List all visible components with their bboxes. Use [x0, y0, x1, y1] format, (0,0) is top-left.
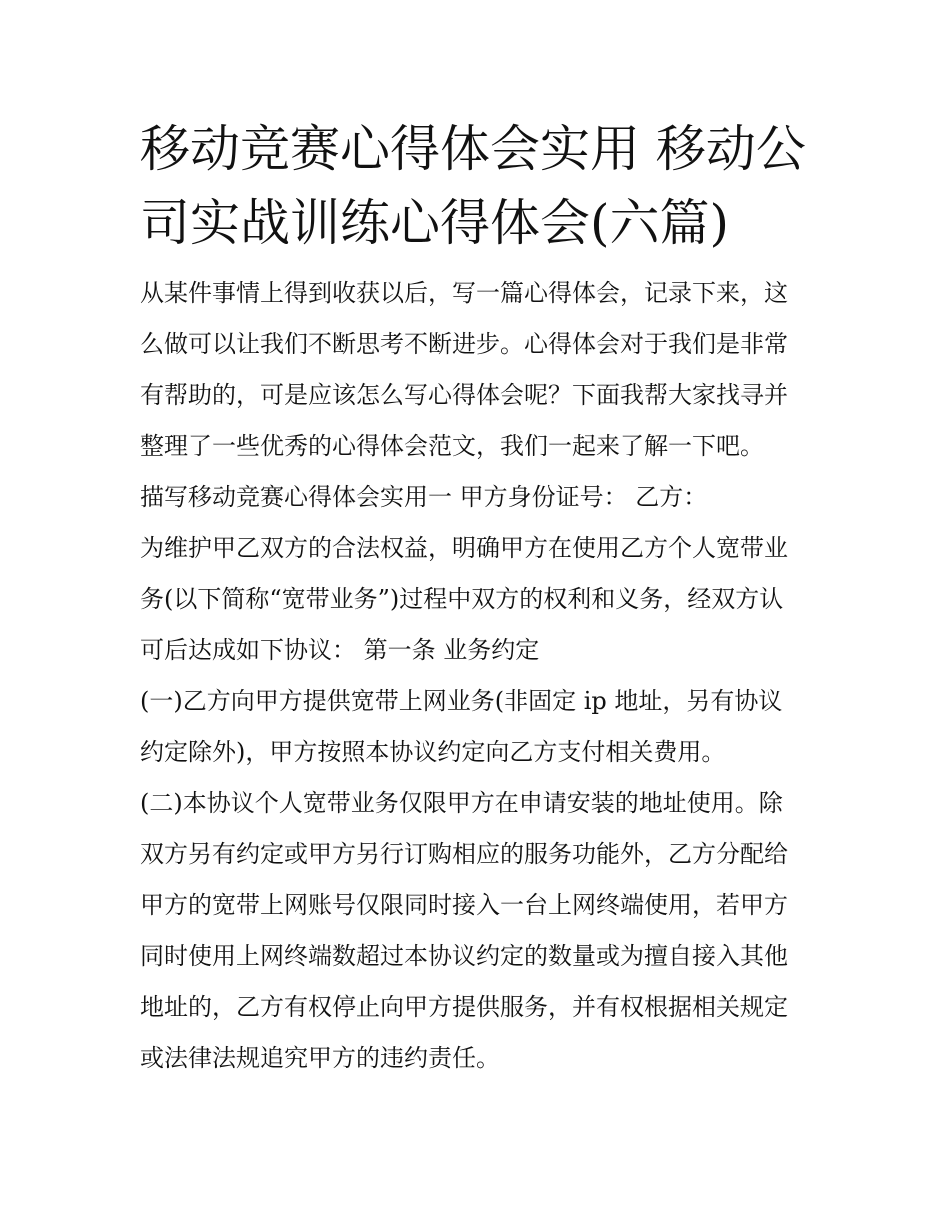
- body-line: 么做可以让我们不断思考不断进步。心得体会对于我们是非常: [140, 330, 788, 358]
- body-line: 约定除外)，甲方按照本协议约定向乙方支付相关费用。: [140, 738, 726, 766]
- body-line: 甲方的宽带上网账号仅限同时接入一台上网终端使用，若甲方: [140, 891, 788, 919]
- body-line: 为维护甲乙双方的合法权益，明确甲方在使用乙方个人宽带业: [140, 534, 788, 562]
- body-line: (二)本协议个人宽带业务仅限甲方在申请安装的地址使用。除: [140, 789, 783, 817]
- title-line-2: 司实战训练心得体会(六篇): [140, 194, 730, 252]
- body-line: 有帮助的，可是应该怎么写心得体会呢？下面我帮大家找寻并: [140, 381, 788, 409]
- body-line: 描写移动竞赛心得体会实用一 甲方身份证号： 乙方：: [140, 483, 708, 511]
- body-line: 双方另有约定或甲方另行订购相应的服务功能外，乙方分配给: [140, 840, 788, 868]
- body-line: 从某件事情上得到收获以后，写一篇心得体会，记录下来，这: [140, 279, 788, 307]
- document-title: [140, 112, 815, 260]
- body-line: 同时使用上网终端数超过本协议约定的数量或为擅自接入其他: [140, 942, 788, 970]
- body-line: 可后达成如下协议： 第一条 业务约定: [140, 636, 540, 664]
- body-line: 地址的，乙方有权停止向甲方提供服务，并有权根据相关规定: [140, 993, 788, 1021]
- body-line: 整理了一些优秀的心得体会范文，我们一起来了解一下吧。: [140, 432, 764, 460]
- body-line: (一)乙方向甲方提供宽带上网业务(非固定 ip 地址，另有协议: [140, 687, 783, 715]
- document-body: [140, 268, 815, 1084]
- body-line: 或法律法规追究甲方的违约责任。: [140, 1044, 500, 1072]
- body-line: 务(以下简称“宽带业务”)过程中双方的权利和义务，经双方认: [140, 585, 784, 613]
- title-line-1: 移动竞赛心得体会实用 移动公: [140, 120, 806, 178]
- document-page: [140, 112, 815, 1084]
